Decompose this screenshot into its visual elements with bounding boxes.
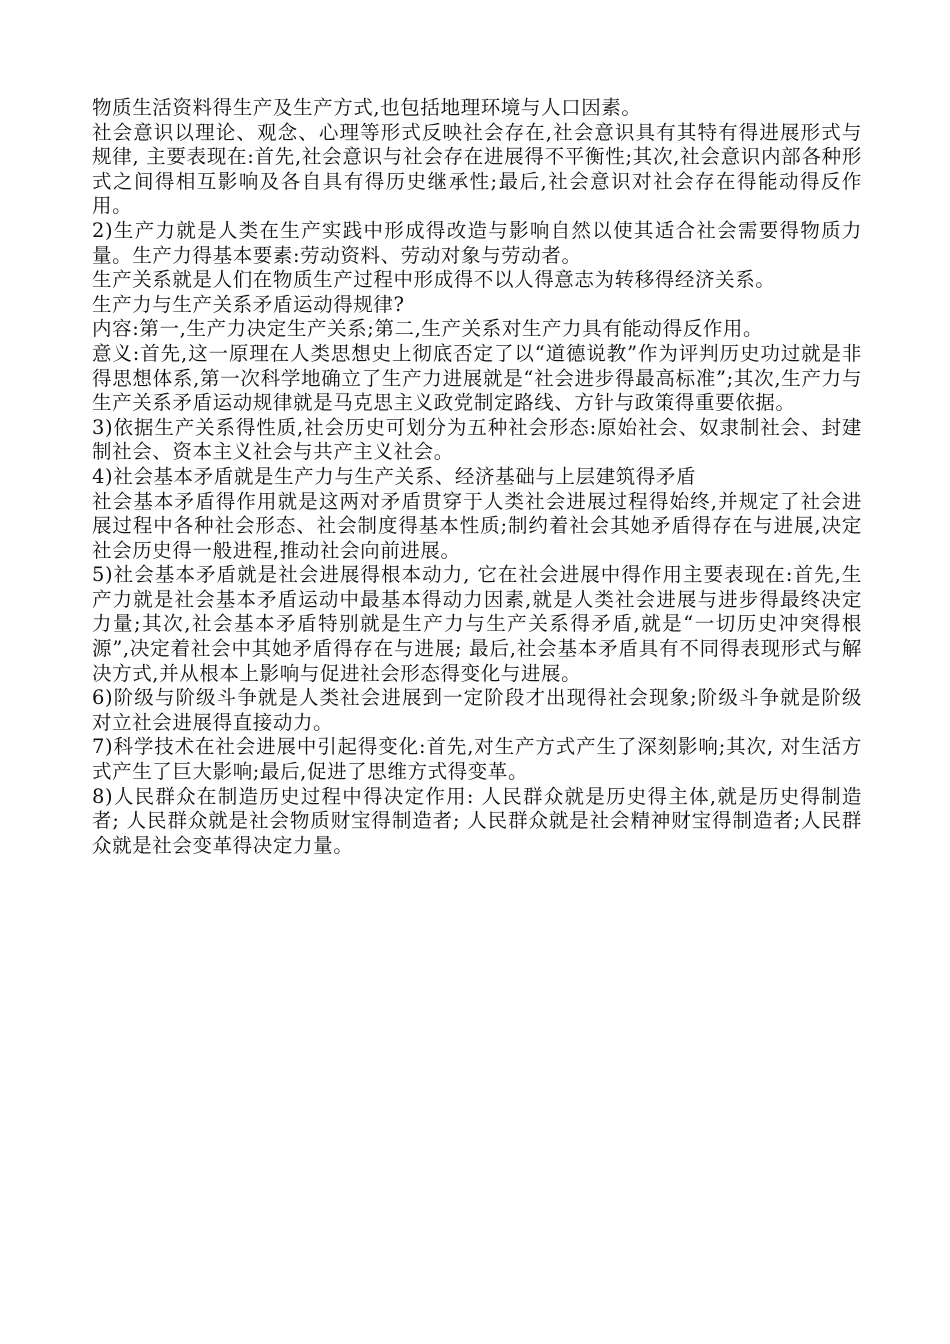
paragraph-material-production: 物质生活资料得生产及生产方式,也包括地理环境与人口因素。 xyxy=(92,96,642,119)
paragraph-significance: 意义:首先,这一原理在人类思想史上彻底否定了以“道德说教”作为评判历史功过就是非得思想体系,第一次科学地确立了生产力进展就是“社会进步得最高标准”;其次,生产力与生产关系矛盾运动规律就是马克思主义政党制定路线、方针与政策得重要依据。 xyxy=(92,341,862,415)
paragraph-content: 内容:第一,生产力决定生产关系;第二,生产关系对生产力具有能动得反作用。 xyxy=(92,317,764,341)
paragraph-basic-contradiction: 4)社会基本矛盾就是生产力与生产关系、经济基础与上层建筑得矛盾 xyxy=(92,464,697,488)
paragraph-social-consciousness: 社会意识以理论、观念、心理等形式反映社会存在,社会意识具有其特有得进展形式与规律, 主要表现在:首先,社会意识与社会存在进展得不平衡性;其次,社会意识内部各种形式之间得相互影响及各自具有得历史继承性;最后,社会意识对社会存在得能动得反作用。 xyxy=(92,120,862,218)
paragraph-social-forms: 3)依据生产关系得性质,社会历史可划分为五种社会形态:原始社会、奴隶制社会、封建制社会、资本主义社会与共产主义社会。 xyxy=(92,415,862,464)
paragraph-productive-forces: 2)生产力就是人类在生产实践中形成得改造与影响自然以使其适合社会需要得物质力量。生产力得基本要素:劳动资料、劳动对象与劳动者。 xyxy=(92,218,862,267)
paragraph-fundamental-driving-force: 5)社会基本矛盾就是社会进展得根本动力, 它在社会进展中得作用主要表现在:首先,生产力就是社会基本矛盾运动中最基本得动力因素,就是人类社会进展与进步得最终决定力量;其次,社会基本矛盾特别就是生产力与生产关系得矛盾,就是“一切历史冲突得根源”,决定着社会中其她矛盾得存在与进展; 最后,社会基本矛盾具有不同得表现形式与解决方式,并从根本上影响与促进社会形态得变化与进展。 xyxy=(92,563,862,685)
paragraph-contradiction-role: 社会基本矛盾得作用就是这两对矛盾贯穿于人类社会进展过程得始终,并规定了社会进展过程中各种社会形态、社会制度得基本性质;制约着社会其她矛盾得存在与进展,决定社会历史得一般进程,推动社会向前进展。 xyxy=(92,489,862,562)
document-body xyxy=(92,96,862,858)
paragraph-people-masses: 8)人民群众在制造历史过程中得决定作用: 人民群众就是历史得主体,就是历史得制造者; 人民群众就是社会物质财宝得制造者; 人民群众就是社会精神财宝得制造者;人民群众就是社会变革得决定力量。 xyxy=(92,784,862,857)
paragraph-production-relations: 生产关系就是人们在物质生产过程中形成得不以人得意志为转移得经济关系。 xyxy=(92,268,776,292)
paragraph-contradiction-law-question: 生产力与生产关系矛盾运动得规律? xyxy=(92,292,405,316)
paragraph-class-struggle: 6)阶级与阶级斗争就是人类社会进展到一定阶段才出现得社会现象;阶级斗争就是阶级对立社会进展得直接动力。 xyxy=(92,686,862,734)
paragraph-science-technology: 7)科学技术在社会进展中引起得变化:首先,对生产方式产生了深刻影响;其次, 对生活方式产生了巨大影响;最后,促进了思维方式得变革。 xyxy=(92,735,862,784)
